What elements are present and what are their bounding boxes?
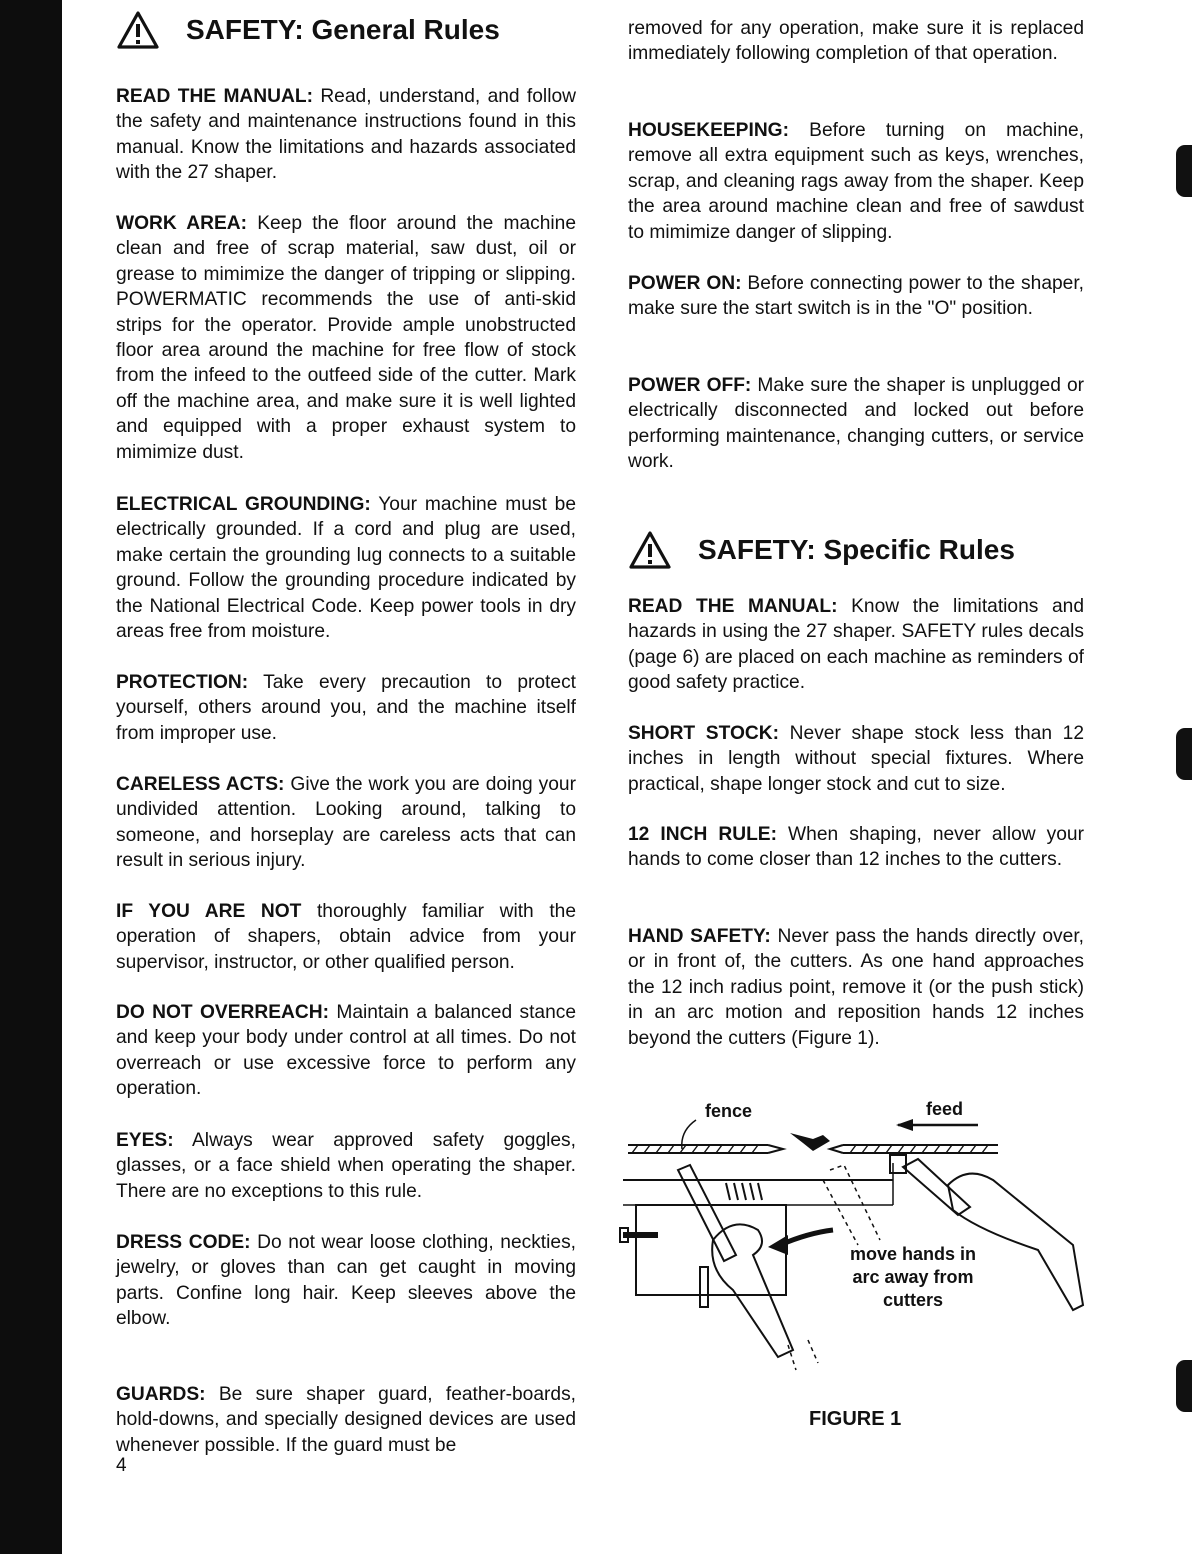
rule-short-stock: SHORT STOCK: Never shape stock less than 12 inches in length without special fixtures. Where practical, shape longer stock and cut to size. — [628, 723, 1084, 795]
guards-continued-text: removed for any operation, make sure it is replaced immediately following completion of that operation. — [628, 18, 1084, 65]
feed-label: feed — [926, 1099, 964, 1119]
general-rules-heading — [116, 10, 500, 50]
rule-guards-continued — [628, 16, 1084, 67]
warning-triangle-icon — [116, 10, 160, 50]
specific-rules-title: SAFETY: Specific Rules — [698, 534, 1015, 565]
rule-protection: PROTECTION: Take every precaution to protect yourself, others around you, and the machine itself from improper use. — [116, 672, 576, 744]
rule-do-not-overreach: DO NOT OVERREACH: Maintain a balanced stance and keep your body under control at all times. Do not overreach or use excessive force to perform any operation. — [116, 1002, 577, 1100]
rule-read-manual: READ THE MANUAL: Read, understand, and follow the safety and maintenance instructions found in this manual. Know the limitations and hazards associated with the 27 shaper. — [116, 86, 576, 184]
rule-guards: GUARDS: Be sure shaper guard, feather-boards, hold-downs, and specially designed devices are used whenever possible. If the guard must be — [116, 1384, 576, 1456]
rule-power-off: POWER OFF: Make sure the shaper is unplugged or electrically disconnected and locked out before performing maintenance, changing cutters, or service work. — [628, 375, 1085, 473]
rule-electrical-grounding: ELECTRICAL GROUNDING: Your machine must be electrically grounded. If a cord and plug are used, make certain the grounding lug connects to a suitable ground. Follow the grounding procedure indicated by the National Electrical Code. Keep power tools in dry areas free from moisture. — [116, 494, 576, 643]
rule-specific-read-manual: READ THE MANUAL: Know the limitations and hazards in using the 27 shaper. SAFETY rules decals (page 6) are placed on each machine as reminders of good safety practice. — [628, 596, 1084, 694]
rule-12-inch: 12 INCH RULE: When shaping, never allow your hands to come closer than 12 inches to the cutters. — [628, 824, 1084, 871]
binder-hole — [1176, 728, 1192, 780]
specific-rules-heading — [628, 530, 1015, 570]
rule-power-on: POWER ON: Before connecting power to the shaper, make sure the start switch is in the "O" position. — [628, 273, 1085, 320]
binder-hole — [1176, 1360, 1192, 1412]
arc-label: move hands in arc away from cutters — [849, 1244, 977, 1310]
general-rules-title: SAFETY: General Rules — [186, 14, 500, 45]
figure-1-illustration — [618, 1095, 1088, 1375]
binder-hole — [1176, 145, 1192, 197]
rule-eyes: EYES: Always wear approved safety goggles, glasses, or a face shield when operating the shaper. There are no exceptions to this rule. — [116, 1130, 576, 1202]
warning-triangle-icon — [628, 530, 672, 570]
rule-careless-acts: CARELESS ACTS: Give the work you are doing your undivided attention. Looking around, talking to someone, and horseplay are careless acts that can result in serious injury. — [116, 774, 576, 872]
fence-label: fence — [705, 1101, 753, 1121]
scan-left-edge — [0, 0, 62, 1554]
figure-caption: FIGURE 1 — [809, 1408, 902, 1430]
page-number: 4 — [116, 1455, 127, 1476]
rule-hand-safety: HAND SAFETY: Never pass the hands directly over, or in front of, the cutters. As one hand approaches the 12 inch radius point, remove it (or the push stick) in an arc motion and reposition hands 12 inches beyond the cutters (Figure 1). — [628, 926, 1084, 1049]
rule-housekeeping: HOUSEKEEPING: Before turning on machine, remove all extra equipment such as keys, wrenches, scrap, and cleaning rags away from the shaper. Keep the area around machine clean and free of sawdust to mimimize danger of slipping. — [628, 120, 1084, 243]
rule-dress-code: DRESS CODE: Do not wear loose clothing, neckties, jewelry, or gloves than can get caught in moving parts. Confine long hair. Keep sleeves above the elbow. — [116, 1232, 576, 1330]
rule-if-not-familiar: IF YOU ARE NOT thoroughly familiar with the operation of shapers, obtain advice from your supervisor, instructor, or other qualified person. — [116, 901, 576, 973]
rule-work-area: WORK AREA: Keep the floor around the machine clean and free of scrap material, saw dust, oil or grease to mimimize the danger of tripping or slipping. POWERMATIC recommends the use of anti-skid strips for the operator. Provide ample unobstructed floor area around the machine for free flow of stock from the infeed to the outfeed side of the cutter. Mark off the machine area, and make sure it is well lighted and equipped with a proper exhaust system to mimimize dust. — [116, 213, 576, 463]
